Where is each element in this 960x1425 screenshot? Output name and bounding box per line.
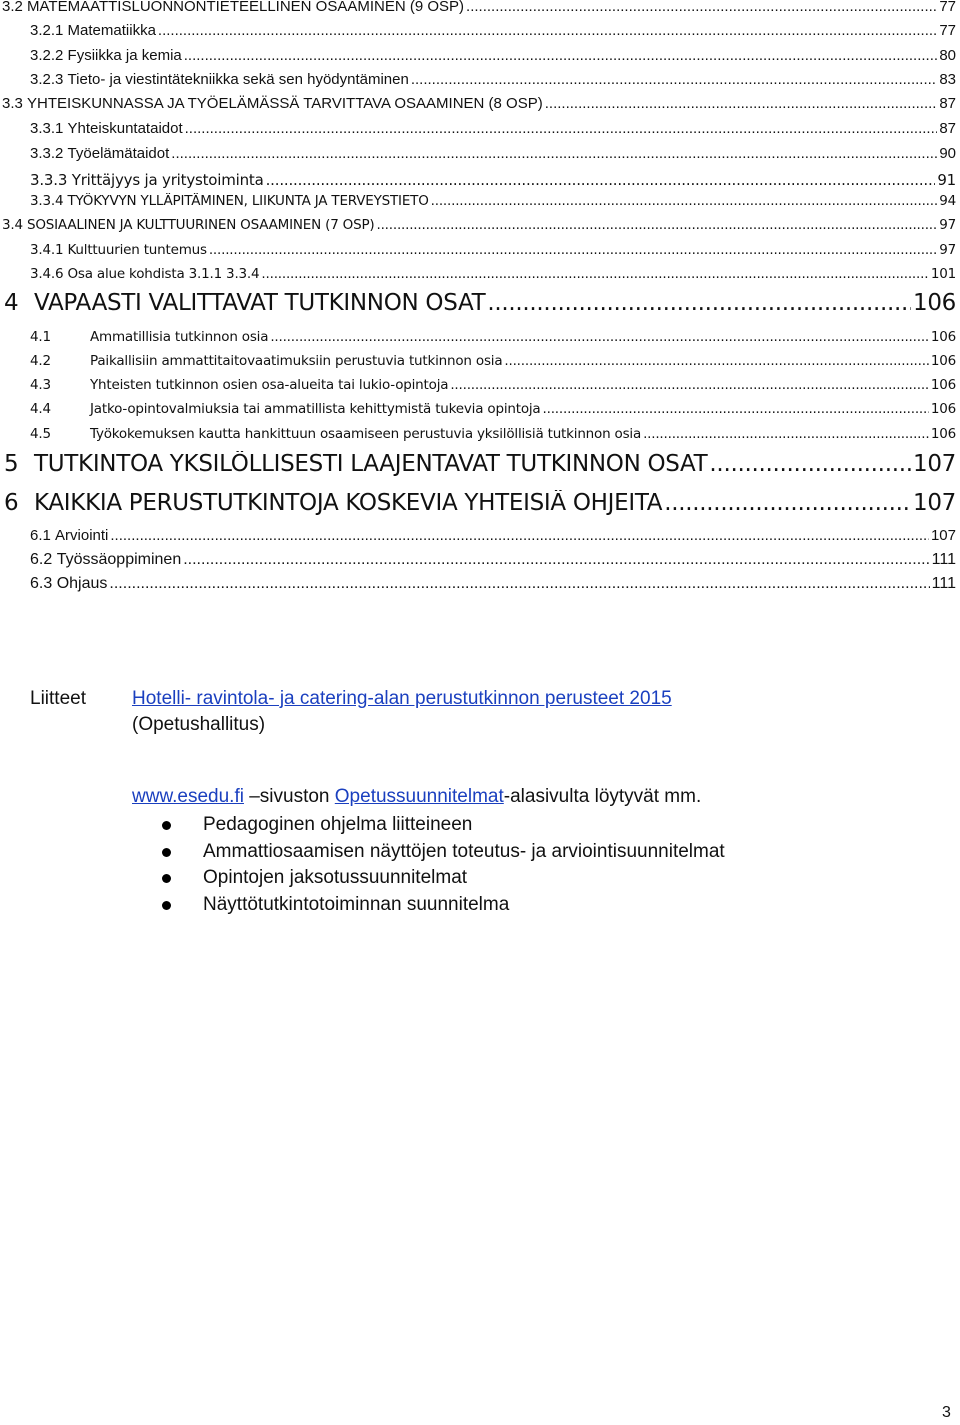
toc-number: 6.2: [30, 551, 53, 568]
toc-number: 3.3.2: [30, 145, 64, 162]
toc-label: SOSIAALINEN JA KULTTUURINEN OSAAMINEN (7 OSP): [26, 217, 375, 233]
toc-entry[interactable]: [2, 0, 956, 15]
toc-page: 106: [930, 426, 956, 442]
toc-leader: [376, 217, 937, 233]
page-number: 3: [942, 1404, 951, 1421]
toc-leader: [450, 377, 929, 393]
list-item: [160, 865, 725, 892]
toc-page: 106: [930, 401, 956, 417]
toc-label: Tieto- ja viestintätekniikka sekä sen hyödyntäminen: [67, 71, 409, 88]
toc-label: Ammatillisia tutkinnon osia: [90, 329, 269, 345]
toc-entry[interactable]: [30, 426, 956, 442]
toc-entry[interactable]: [30, 193, 956, 209]
attachments-label: Liitteet: [30, 688, 86, 709]
toc-leader: [209, 242, 937, 258]
toc-entry[interactable]: [30, 145, 956, 162]
toc-leader: [171, 145, 937, 162]
toc-number: 4.5: [30, 426, 51, 442]
toc-leader: [466, 0, 937, 15]
toc-entry[interactable]: [30, 120, 956, 137]
toc-page: 106: [930, 329, 956, 345]
toc-leader: [110, 527, 929, 544]
toc-entry[interactable]: [30, 551, 956, 569]
toc-leader: [183, 551, 929, 569]
toc-entry[interactable]: [30, 71, 956, 88]
toc-page: 77: [939, 22, 956, 39]
toc-leader: [643, 426, 929, 442]
toc-number: 3.3.4: [30, 193, 64, 209]
toc-page: 97: [939, 217, 956, 233]
toc-entry[interactable]: [4, 451, 956, 477]
list-item: [160, 812, 725, 839]
toc-label: Matematiikka: [67, 22, 156, 39]
toc-leader: [664, 490, 911, 516]
toc-label: Yrittäjyys ja yritystoiminta: [71, 171, 264, 189]
list-item-label: Ammattiosaamisen näyttöjen toteutus- ja arviointisuunnitelmat: [203, 840, 725, 862]
toc-entry[interactable]: [30, 47, 956, 64]
toc-entry[interactable]: [30, 242, 956, 258]
site-reference: [132, 786, 701, 808]
toc-label: YHTEISKUNNASSA JA TYÖELÄMÄSSÄ TARVITTAVA OSAAMINEN (8 OSP): [27, 95, 543, 112]
toc-page: 80: [939, 47, 956, 64]
toc-number: 3.2: [2, 0, 23, 15]
toc-entry[interactable]: [30, 266, 956, 282]
toc-entry[interactable]: [2, 95, 956, 112]
toc-leader: [266, 171, 936, 189]
toc-entry[interactable]: [30, 527, 956, 544]
toc-page: 107: [930, 527, 956, 544]
site-link[interactable]: www.esedu.fi: [132, 786, 244, 807]
toc-number: 3.2.1: [30, 22, 64, 39]
toc-number: 4.2: [30, 353, 51, 369]
toc-number: 3.4: [2, 217, 23, 233]
toc-label: Fysiikka ja kemia: [67, 47, 182, 64]
toc-leader: [504, 353, 928, 369]
toc-entry[interactable]: [30, 353, 956, 369]
toc-leader: [261, 266, 928, 282]
toc-leader: [487, 290, 911, 316]
toc-number: 3.4.1: [30, 242, 64, 258]
toc-leader: [109, 575, 929, 593]
toc-number: 4.1: [30, 329, 51, 345]
toc-leader: [431, 193, 938, 209]
toc-entry[interactable]: [4, 290, 956, 316]
toc-leader: [185, 120, 938, 137]
toc-number: 3.2.2: [30, 47, 64, 64]
toc-leader: [184, 47, 938, 64]
toc-entry[interactable]: [2, 217, 956, 233]
curriculum-link-container: [132, 688, 672, 710]
toc-label: KAIKKIA PERUSTUTKINTOJA KOSKEVIA YHTEISIÄ OHJEITA: [34, 490, 663, 516]
toc-label: MATEMAATTISLUONNONTIETEELLINEN OSAAMINEN (9 OSP): [27, 0, 465, 15]
toc-page: 87: [939, 120, 956, 137]
toc-label: Osa alue kohdista 3.1.1 3.3.4: [67, 266, 260, 282]
toc-page: 106: [930, 353, 956, 369]
toc-page: 83: [939, 71, 956, 88]
toc-entry[interactable]: [30, 377, 956, 393]
toc-label: Työelämätaidot: [67, 145, 170, 162]
toc-page: 77: [939, 0, 956, 15]
toc-leader: [545, 95, 938, 112]
toc-entry[interactable]: [30, 329, 956, 345]
toc-leader: [411, 71, 937, 88]
toc-page: 111: [931, 575, 956, 592]
curriculum-publisher: (Opetushallitus): [132, 714, 266, 735]
toc-number: 3.3.1: [30, 120, 64, 137]
toc-number: 5: [4, 451, 19, 477]
toc-page: 111: [931, 551, 956, 568]
toc-entry[interactable]: [4, 490, 956, 516]
toc-label: Työkokemuksen kautta hankittuun osaamiseen perustuvia yksilöllisiä tutkinnon osia: [90, 426, 642, 442]
bullet-icon: [162, 874, 171, 883]
bullet-icon: [162, 821, 171, 830]
toc-label: Yhteisten tutkinnon osien osa-alueita tai lukio-opintoja: [90, 377, 449, 393]
bullet-icon: [162, 901, 171, 910]
toc-leader: [709, 451, 911, 477]
toc-number: 3.4.6: [30, 266, 64, 282]
toc-page: 90: [939, 145, 956, 162]
curriculum-link[interactable]: Hotelli- ravintola- ja catering-alan perustutkinnon perusteet 2015: [132, 688, 672, 709]
toc-number: 3.3.3: [30, 171, 68, 189]
toc-leader: [158, 22, 937, 39]
toc-entry[interactable]: [30, 401, 956, 417]
toc-number: 6: [4, 490, 19, 516]
list-item: [160, 892, 725, 919]
toc-page: 91: [937, 171, 956, 189]
bullet-icon: [162, 848, 171, 857]
toc-label: Työssäoppiminen: [56, 551, 182, 568]
toc-page: 87: [939, 95, 956, 112]
toc-label: TYÖKYVYN YLLÄPITÄMINEN, LIIKUNTA JA TERVEYSTIETO: [67, 193, 429, 209]
list-item-label: Opintojen jaksotussuunnitelmat: [203, 867, 468, 888]
toc-page: 97: [939, 242, 956, 258]
toc-page: 106: [913, 290, 956, 316]
toc-entry[interactable]: [30, 171, 956, 189]
toc-page: 107: [913, 490, 956, 516]
section-text: -alasivulta löytyvät mm.: [503, 786, 702, 807]
toc-entry[interactable]: [30, 22, 956, 39]
toc-label: Jatko-opintovalmiuksia tai ammatillista kehittymistä tukevia opintoja: [90, 401, 541, 417]
toc-page: 94: [939, 193, 956, 209]
toc-leader: [270, 329, 929, 345]
toc-leader: [543, 401, 929, 417]
toc-label: Ohjaus: [56, 575, 108, 592]
site-text: –sivuston: [243, 786, 335, 807]
list-item-label: Pedagoginen ohjelma liitteineen: [203, 814, 473, 835]
section-link[interactable]: Opetussuunnitelmat: [334, 786, 504, 807]
toc-label: TUTKINTOA YKSILÖLLISESTI LAAJENTAVAT TUTKINNON OSAT: [34, 451, 708, 477]
toc-page: 101: [930, 266, 956, 282]
toc-number: 4: [4, 290, 19, 316]
toc-label: Arviointi: [55, 527, 109, 544]
toc-number: 6.1: [30, 527, 51, 544]
toc-number: 6.3: [30, 575, 53, 592]
toc-page: 106: [930, 377, 956, 393]
toc-number: 4.4: [30, 401, 51, 417]
toc-label: Kulttuurien tuntemus: [67, 242, 207, 258]
toc-page: 107: [913, 451, 956, 477]
toc-number: 4.3: [30, 377, 51, 393]
toc-label: Yhteiskuntataidot: [67, 120, 183, 137]
toc-entry[interactable]: [30, 575, 956, 593]
toc-label: VAPAASTI VALITTAVAT TUTKINNON OSAT: [34, 290, 486, 316]
toc-number: 3.3: [2, 95, 23, 112]
list-item: [160, 839, 725, 866]
toc-label: Paikallisiin ammattitaitovaatimuksiin perustuvia tutkinnon osia: [90, 353, 503, 369]
toc-number: 3.2.3: [30, 71, 64, 88]
attachments-list: [160, 812, 725, 918]
list-item-label: Näyttötutkintotoiminnan suunnitelma: [203, 893, 510, 915]
